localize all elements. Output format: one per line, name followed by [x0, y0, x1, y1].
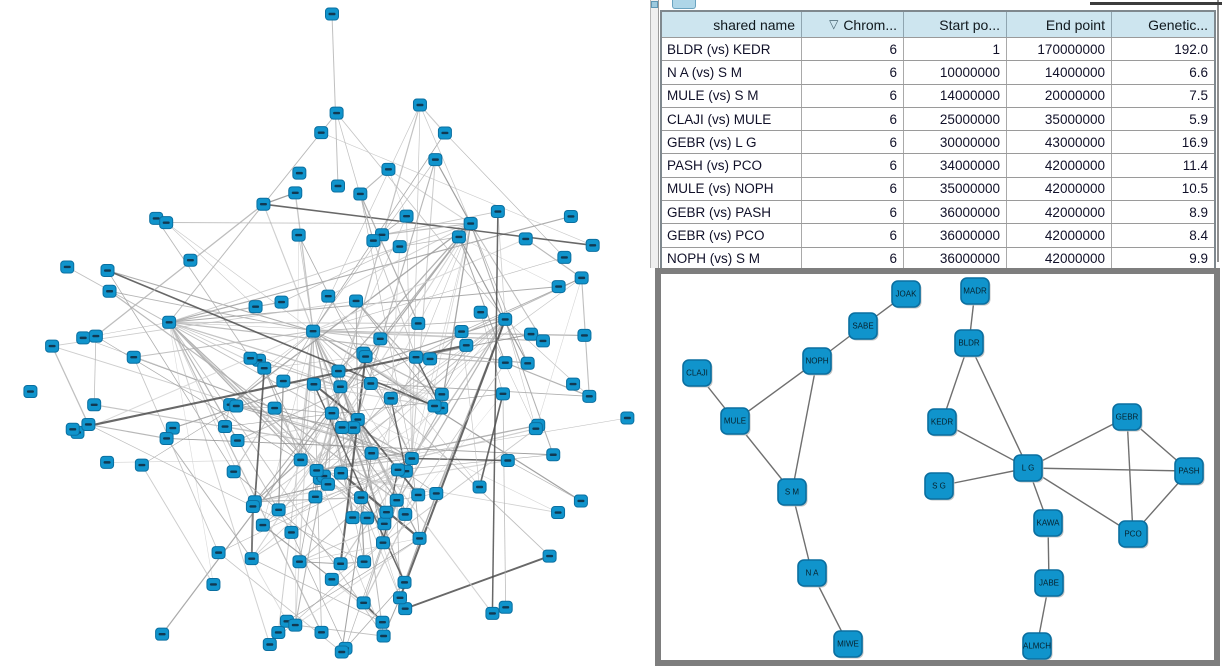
- cell-value[interactable]: 42000000: [1007, 178, 1112, 200]
- cell-value[interactable]: 11.4: [1182, 158, 1208, 174]
- graph-node[interactable]: [285, 526, 298, 538]
- graph-node[interactable]: [350, 295, 363, 307]
- cell-shared-name[interactable]: NOPH (vs) S M: [662, 248, 802, 270]
- graph-node[interactable]: [376, 537, 389, 549]
- graph-node[interactable]: [336, 421, 349, 433]
- graph-node[interactable]: [219, 421, 232, 433]
- graph-node[interactable]: [277, 375, 290, 387]
- graph-node[interactable]: [499, 601, 512, 613]
- graph-node[interactable]: [357, 597, 370, 609]
- node-label: S M: [784, 487, 800, 497]
- graph-node[interactable]: [127, 351, 140, 363]
- graph-node[interactable]: [574, 495, 587, 507]
- node-label: KAWA: [1036, 518, 1060, 528]
- graph-node[interactable]: [82, 418, 95, 430]
- graph-node[interactable]: [519, 233, 532, 245]
- graph-node-SABE[interactable]: [849, 313, 879, 341]
- graph-node[interactable]: [103, 285, 116, 297]
- column-header-label: End point: [1045, 16, 1105, 33]
- graph-node[interactable]: [399, 603, 412, 615]
- graph-node-ALMCH[interactable]: [1023, 633, 1053, 660]
- graph-node[interactable]: [307, 325, 320, 337]
- graph-edge[interactable]: [252, 559, 287, 622]
- graph-node[interactable]: [428, 400, 441, 412]
- graph-node-BLDR[interactable]: [955, 330, 985, 358]
- graph-node[interactable]: [272, 626, 285, 638]
- graph-edge[interactable]: [166, 223, 255, 307]
- graph-node[interactable]: [230, 400, 243, 412]
- graph-node[interactable]: [307, 378, 320, 390]
- graph-node[interactable]: [499, 357, 512, 369]
- graph-node[interactable]: [330, 107, 343, 119]
- cell-value[interactable]: 6: [802, 108, 904, 130]
- cell-value[interactable]: 36000000: [904, 201, 1007, 223]
- graph-node[interactable]: [394, 592, 407, 604]
- graph-node-L G[interactable]: [1014, 455, 1044, 483]
- graph-node[interactable]: [374, 333, 387, 345]
- cell-shared-name[interactable]: MULE (vs) S M: [662, 85, 802, 107]
- graph-edge[interactable]: [508, 461, 581, 501]
- cell-value[interactable]: 43000000: [1007, 131, 1112, 153]
- graph-node[interactable]: [245, 553, 258, 565]
- graph-node[interactable]: [332, 365, 345, 377]
- graph-node[interactable]: [382, 163, 395, 175]
- graph-node[interactable]: [552, 281, 565, 293]
- cell-value[interactable]: 35000000: [1007, 108, 1112, 130]
- graph-node[interactable]: [354, 188, 367, 200]
- table-row[interactable]: [662, 37, 1214, 60]
- graph-node-NOPH[interactable]: [803, 348, 833, 376]
- cell-shared-name[interactable]: CLAJI (vs) MULE: [662, 108, 802, 130]
- graph-node[interactable]: [315, 127, 328, 139]
- graph-node[interactable]: [135, 459, 148, 471]
- splitter-grip-icon[interactable]: [651, 1, 658, 8]
- cell-value[interactable]: 9.9: [1189, 251, 1208, 267]
- graph-node[interactable]: [315, 626, 328, 638]
- cell-value[interactable]: 6: [802, 85, 904, 107]
- graph-node-MULE[interactable]: [721, 408, 751, 436]
- graph-node[interactable]: [292, 229, 305, 241]
- graph-node[interactable]: [380, 506, 393, 518]
- graph-node[interactable]: [325, 573, 338, 585]
- graph-node[interactable]: [355, 492, 368, 504]
- graph-node-GEBR[interactable]: [1113, 404, 1143, 432]
- graph-node[interactable]: [310, 464, 323, 476]
- table-row[interactable]: [662, 177, 1214, 200]
- graph-node[interactable]: [435, 388, 448, 400]
- graph-edge[interactable]: [142, 465, 214, 584]
- cell-value[interactable]: 6: [802, 131, 904, 153]
- graph-node[interactable]: [543, 550, 556, 562]
- graph-node[interactable]: [361, 512, 374, 524]
- graph-node[interactable]: [332, 180, 345, 192]
- cell-value[interactable]: 8.9: [1189, 204, 1208, 220]
- graph-node[interactable]: [272, 504, 285, 516]
- column-header-0[interactable]: [662, 12, 802, 37]
- graph-node[interactable]: [575, 272, 588, 284]
- graph-node[interactable]: [24, 386, 37, 398]
- column-header-label: Start po...: [939, 16, 1000, 33]
- graph-edge[interactable]: [412, 459, 508, 461]
- cell-value[interactable]: 1: [904, 38, 1007, 60]
- graph-node[interactable]: [438, 127, 451, 139]
- cell-value[interactable]: 36000000: [904, 224, 1007, 246]
- graph-edge[interactable]: [405, 556, 549, 609]
- graph-node[interactable]: [474, 306, 487, 318]
- node-label: CLAJI: [686, 368, 708, 378]
- graph-node[interactable]: [334, 558, 347, 570]
- graph-edge[interactable]: [420, 105, 471, 224]
- graph-node[interactable]: [66, 423, 79, 435]
- graph-edge[interactable]: [503, 394, 506, 607]
- graph-node[interactable]: [496, 388, 509, 400]
- graph-node[interactable]: [424, 353, 437, 365]
- cell-value[interactable]: 10000000: [904, 61, 1007, 83]
- graph-node[interactable]: [322, 290, 335, 302]
- graph-edge[interactable]: [94, 336, 96, 405]
- graph-node[interactable]: [293, 556, 306, 568]
- cell-value[interactable]: 6: [802, 248, 904, 270]
- cell-shared-name[interactable]: MULE (vs) NOPH: [662, 178, 802, 200]
- graph-node[interactable]: [256, 519, 269, 531]
- graph-edge[interactable]: [88, 424, 166, 438]
- graph-node[interactable]: [391, 464, 404, 476]
- graph-node[interactable]: [430, 487, 443, 499]
- graph-edge[interactable]: [492, 212, 497, 614]
- graph-edge[interactable]: [52, 346, 88, 424]
- edge-attribute-table: [660, 10, 1216, 272]
- cell-value[interactable]: 6: [802, 201, 904, 223]
- cell-value[interactable]: 14000000: [904, 85, 1007, 107]
- table-row[interactable]: [662, 223, 1214, 246]
- graph-node-S M[interactable]: [778, 479, 808, 507]
- graph-node[interactable]: [393, 241, 406, 253]
- graph-node[interactable]: [89, 330, 102, 342]
- graph-node[interactable]: [586, 239, 599, 251]
- cell-shared-name[interactable]: GEBR (vs) PASH: [662, 201, 802, 223]
- graph-node[interactable]: [578, 329, 591, 341]
- graph-node[interactable]: [390, 494, 403, 506]
- graph-node[interactable]: [244, 352, 257, 364]
- graph-node[interactable]: [405, 453, 418, 465]
- graph-node[interactable]: [309, 491, 322, 503]
- graph-node[interactable]: [384, 392, 397, 404]
- graph-node-PCO[interactable]: [1119, 521, 1149, 549]
- node-label: N A: [805, 568, 819, 578]
- graph-node[interactable]: [160, 217, 173, 229]
- graph-node[interactable]: [367, 235, 380, 247]
- small-network-canvas[interactable]: [661, 274, 1214, 660]
- graph-node[interactable]: [289, 619, 302, 631]
- cell-value[interactable]: 30000000: [904, 131, 1007, 153]
- graph-node[interactable]: [410, 351, 423, 363]
- graph-node-CLAJI[interactable]: [683, 360, 713, 388]
- graph-node-KAWA[interactable]: [1034, 510, 1064, 538]
- table-row[interactable]: [662, 60, 1214, 83]
- cell-value[interactable]: 14000000: [1007, 61, 1112, 83]
- graph-node[interactable]: [429, 154, 442, 166]
- panel-splitter[interactable]: [650, 0, 659, 268]
- graph-node-PASH[interactable]: [1175, 458, 1205, 486]
- graph-node[interactable]: [358, 556, 371, 568]
- node-label: L G: [1021, 463, 1035, 473]
- graph-node[interactable]: [359, 351, 372, 363]
- cell-value[interactable]: 8.4: [1189, 228, 1208, 244]
- graph-edge[interactable]: [313, 257, 564, 331]
- graph-node[interactable]: [184, 254, 197, 266]
- cell-shared-name[interactable]: GEBR (vs) PCO: [662, 224, 802, 246]
- graph-node[interactable]: [163, 316, 176, 328]
- graph-node-S G[interactable]: [925, 473, 955, 501]
- graph-edge[interactable]: [166, 223, 470, 224]
- graph-node[interactable]: [473, 481, 486, 493]
- cell-value[interactable]: 42000000: [1007, 248, 1112, 270]
- graph-node[interactable]: [88, 399, 101, 411]
- graph-node[interactable]: [377, 630, 390, 642]
- column-header-label: Genetic...: [1148, 16, 1208, 33]
- cell-shared-name[interactable]: PASH (vs) PCO: [662, 154, 802, 176]
- graph-node[interactable]: [257, 198, 270, 210]
- table-header-row: [662, 12, 1214, 37]
- graph-node[interactable]: [501, 455, 514, 467]
- cell-value[interactable]: 36000000: [904, 248, 1007, 270]
- graph-node[interactable]: [334, 381, 347, 393]
- graph-node[interactable]: [212, 547, 225, 559]
- graph-node[interactable]: [249, 301, 262, 313]
- graph-node-MADR[interactable]: [961, 278, 991, 306]
- table-row[interactable]: [662, 84, 1214, 107]
- graph-node[interactable]: [263, 638, 276, 650]
- node-label: SABE: [852, 321, 874, 331]
- column-header-label: Chrom...: [843, 16, 897, 33]
- graph-node-MIWE[interactable]: [834, 631, 864, 659]
- graph-node[interactable]: [529, 423, 542, 435]
- graph-edge[interactable]: [1028, 468, 1189, 471]
- graph-edge[interactable]: [166, 223, 313, 332]
- graph-node[interactable]: [452, 231, 465, 243]
- cell-value[interactable]: 25000000: [904, 108, 1007, 130]
- cell-value[interactable]: 6: [802, 154, 904, 176]
- cell-value[interactable]: 34000000: [904, 154, 1007, 176]
- table-row[interactable]: [662, 107, 1214, 130]
- graph-node[interactable]: [101, 456, 114, 468]
- table-tab-sliver[interactable]: [672, 0, 696, 9]
- graph-node[interactable]: [521, 357, 534, 369]
- graph-edge[interactable]: [388, 169, 406, 216]
- graph-node[interactable]: [499, 313, 512, 325]
- graph-node[interactable]: [491, 206, 504, 218]
- graph-node[interactable]: [160, 432, 173, 444]
- graph-node[interactable]: [365, 447, 378, 459]
- graph-node[interactable]: [413, 99, 426, 111]
- graph-edge[interactable]: [526, 239, 582, 278]
- graph-node[interactable]: [231, 435, 244, 447]
- node-label: S G: [932, 481, 946, 491]
- node-label: MIWE: [837, 639, 859, 649]
- graph-node[interactable]: [325, 407, 338, 419]
- node-label: JOAK: [895, 289, 917, 299]
- cell-value[interactable]: 42000000: [1007, 201, 1112, 223]
- graph-node[interactable]: [413, 532, 426, 544]
- graph-node[interactable]: [464, 218, 477, 230]
- table-row[interactable]: [662, 130, 1214, 153]
- node-label: PCO: [1124, 529, 1142, 539]
- cell-value[interactable]: 20000000: [1007, 85, 1112, 107]
- graph-node-JABE[interactable]: [1035, 570, 1065, 598]
- node-label: PASH: [1178, 466, 1200, 476]
- graph-node[interactable]: [289, 187, 302, 199]
- graph-node[interactable]: [460, 339, 473, 351]
- node-label: NOPH: [805, 356, 829, 366]
- graph-edge[interactable]: [169, 322, 321, 632]
- cell-value[interactable]: 6.6: [1189, 64, 1208, 80]
- graph-node[interactable]: [321, 478, 334, 490]
- graph-node[interactable]: [246, 500, 259, 512]
- node-label: MULE: [723, 416, 747, 426]
- cell-value[interactable]: 42000000: [1007, 224, 1112, 246]
- cell-value[interactable]: 6: [802, 38, 904, 60]
- graph-edge[interactable]: [169, 224, 471, 323]
- cell-value[interactable]: 192.0: [1174, 41, 1208, 57]
- graph-node[interactable]: [536, 335, 549, 347]
- graph-node[interactable]: [364, 377, 377, 389]
- graph-node[interactable]: [101, 265, 114, 277]
- graph-node[interactable]: [398, 576, 411, 588]
- graph-node[interactable]: [525, 328, 538, 340]
- graph-node[interactable]: [207, 578, 220, 590]
- cell-value[interactable]: 10.5: [1181, 181, 1208, 197]
- graph-node[interactable]: [621, 412, 634, 424]
- column-header-3[interactable]: [1007, 12, 1112, 37]
- graph-node[interactable]: [61, 261, 74, 273]
- table-row[interactable]: [662, 247, 1214, 270]
- graph-node[interactable]: [564, 210, 577, 222]
- graph-edge[interactable]: [480, 394, 503, 487]
- graph-edge[interactable]: [792, 361, 817, 492]
- cell-value[interactable]: 16.9: [1181, 134, 1208, 150]
- graph-node[interactable]: [294, 454, 307, 466]
- node-label: MADR: [963, 286, 987, 296]
- graph-node[interactable]: [400, 210, 413, 222]
- graph-node[interactable]: [227, 466, 240, 478]
- graph-node[interactable]: [258, 362, 271, 374]
- graph-node[interactable]: [378, 518, 391, 530]
- graph-edge[interactable]: [332, 14, 338, 186]
- graph-node[interactable]: [77, 332, 90, 344]
- window-edge-line: [1090, 2, 1222, 5]
- graph-node[interactable]: [547, 449, 560, 461]
- cell-value[interactable]: 6: [802, 61, 904, 83]
- graph-edge[interactable]: [167, 438, 252, 558]
- graph-node-KEDR[interactable]: [928, 409, 958, 437]
- graph-node[interactable]: [376, 616, 389, 628]
- graph-node[interactable]: [399, 508, 412, 520]
- column-header-4[interactable]: [1112, 12, 1214, 37]
- graph-edge[interactable]: [169, 322, 253, 506]
- panel-divider-line: [1217, 0, 1219, 262]
- node-label: GEBR: [1115, 412, 1139, 422]
- graph-node[interactable]: [583, 390, 596, 402]
- graph-node-N A[interactable]: [798, 560, 828, 588]
- filtered-network-panel: [655, 268, 1220, 666]
- graph-node-JOAK[interactable]: [892, 281, 922, 309]
- graph-edge[interactable]: [282, 247, 400, 303]
- funnel-icon[interactable]: ▽: [829, 16, 839, 31]
- cell-shared-name[interactable]: N A (vs) S M: [662, 61, 802, 83]
- column-header-1[interactable]: [802, 12, 904, 37]
- column-header-label: shared name: [713, 16, 795, 33]
- graph-edge[interactable]: [435, 160, 470, 224]
- cell-value[interactable]: 7.5: [1189, 88, 1208, 104]
- graph-edge[interactable]: [295, 625, 383, 636]
- graph-node[interactable]: [412, 317, 425, 329]
- graph-node[interactable]: [335, 646, 348, 658]
- graph-node[interactable]: [293, 167, 306, 179]
- table-row[interactable]: [662, 153, 1214, 176]
- table-row[interactable]: [662, 200, 1214, 223]
- graph-node[interactable]: [486, 607, 499, 619]
- node-label: BLDR: [958, 338, 980, 348]
- graph-node[interactable]: [558, 251, 571, 263]
- node-label: KEDR: [930, 417, 954, 427]
- cell-value[interactable]: 6: [802, 224, 904, 246]
- table-body: [662, 37, 1214, 270]
- graph-node[interactable]: [46, 340, 59, 352]
- cell-shared-name[interactable]: BLDR (vs) KEDR: [662, 38, 802, 60]
- cell-value[interactable]: 5.9: [1189, 111, 1208, 127]
- graph-node[interactable]: [552, 507, 565, 519]
- node-label: JABE: [1038, 578, 1060, 588]
- cell-value[interactable]: 35000000: [904, 178, 1007, 200]
- cell-value[interactable]: 170000000: [1007, 38, 1112, 60]
- graph-node[interactable]: [275, 296, 288, 308]
- graph-edge[interactable]: [1127, 417, 1133, 534]
- graph-node[interactable]: [412, 489, 425, 501]
- cell-shared-name[interactable]: GEBR (vs) L G: [662, 131, 802, 153]
- graph-node[interactable]: [346, 512, 359, 524]
- graph-node[interactable]: [326, 8, 339, 20]
- graph-node[interactable]: [156, 628, 169, 640]
- graph-node[interactable]: [268, 402, 281, 414]
- cell-value[interactable]: 42000000: [1007, 154, 1112, 176]
- column-header-2[interactable]: [904, 12, 1007, 37]
- graph-node[interactable]: [567, 378, 580, 390]
- graph-node[interactable]: [455, 326, 468, 338]
- node-label: ALMCH: [1022, 641, 1052, 651]
- graph-node[interactable]: [334, 467, 347, 479]
- cell-value[interactable]: 6: [802, 178, 904, 200]
- graph-edge[interactable]: [969, 343, 1028, 468]
- graph-edge[interactable]: [337, 113, 374, 241]
